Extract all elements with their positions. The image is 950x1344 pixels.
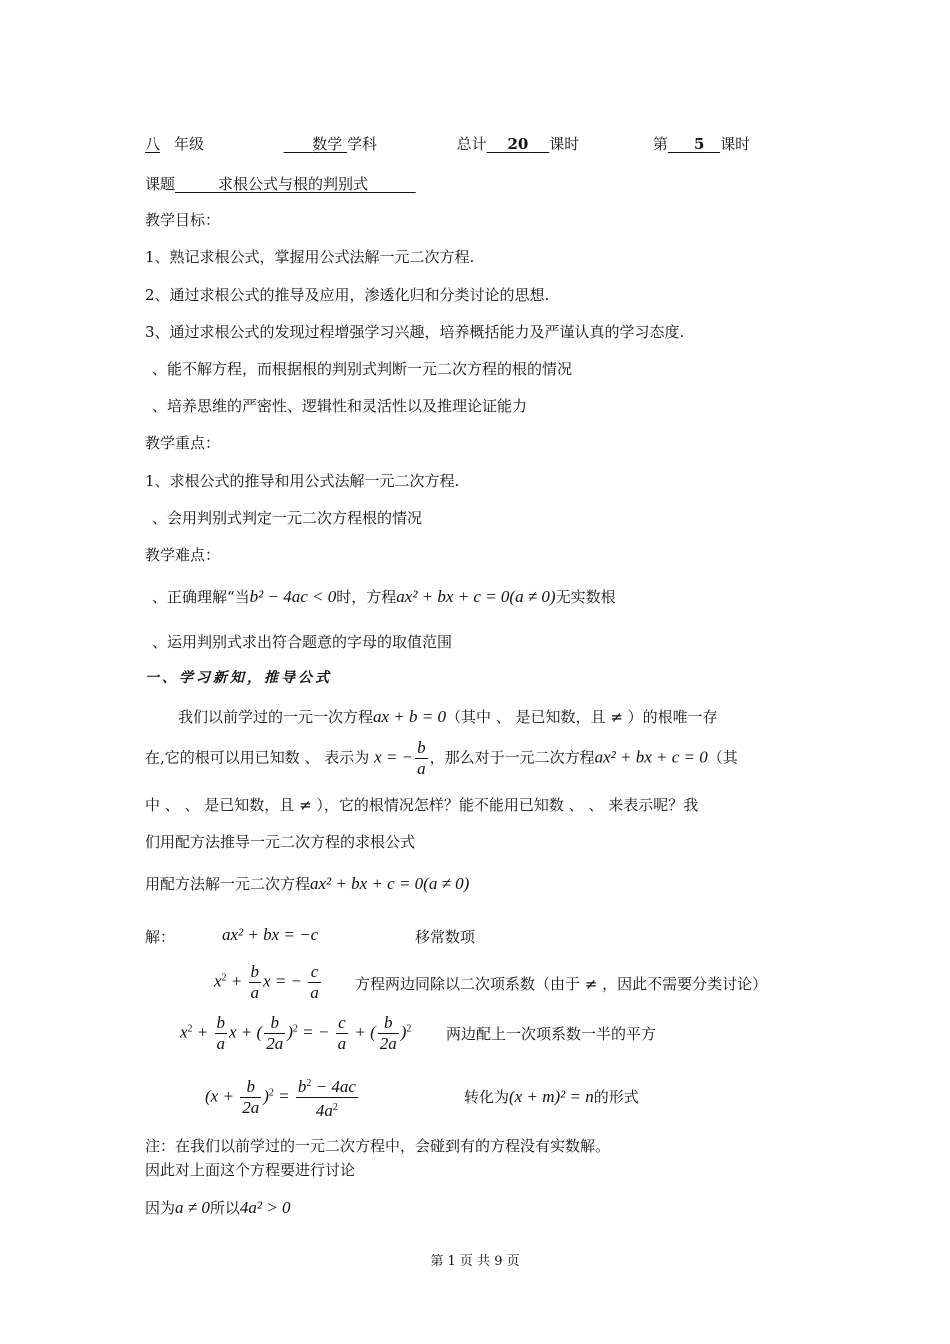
hours-label: 课时 <box>549 135 580 153</box>
lesson-no: 5 <box>693 135 705 153</box>
difficulties-heading: 教学难点： <box>145 546 221 564</box>
topic-title: 求根公式与根的判别式 <box>217 175 368 193</box>
grade-label: 年级 <box>174 135 205 153</box>
paragraph-3: 中 、 、 是已知数，且 ≠ ），它的根情况怎样？能不能用已知数 、 、 来表示呢？我 <box>145 796 699 814</box>
note-1: 注：在我们以前学过的一元二次方程中，会碰到有的方程没有实数解。 <box>145 1137 611 1155</box>
subject-label: 学科 <box>347 135 378 153</box>
keypoint-item: 1、求根公式的推导和用公式法解一元二次方程. <box>145 472 460 490</box>
step-1-note: 移常数项 <box>415 928 476 946</box>
quadratic-equation: ax² + bx + c = 0(a ≠ 0) <box>396 587 556 606</box>
because-line: 因为a ≠ 0所以4a² > 0 <box>145 1198 291 1217</box>
total-label: 总计 <box>456 135 487 153</box>
step-2: $x^2$ + $\frac{b}{a}$ x = − $\frac{c}{a}$ <box>214 962 319 1002</box>
goal-item: 2、通过求根公式的推导及应用，渗透化归和分类讨论的思想. <box>145 286 550 304</box>
paragraph-4: 们用配方法推导一元二次方程的求根公式 <box>145 833 416 851</box>
goal-item: 3、通过求根公式的发现过程增强学习兴趣，培养概括能力及严谨认真的学习态度. <box>145 323 685 341</box>
paragraph-5: 用配方法解一元二次方程ax² + bx + c = 0(a ≠ 0) <box>145 874 470 893</box>
page-footer: 第 1 页 共 9 页 <box>430 1254 520 1269</box>
difficulty-item-1: 、正确理解“当b² − 4ac < 0时，方程ax² + bx + c = 0(a ≠ 0)无实数根 <box>152 587 616 606</box>
goals-heading: 教学目标： <box>145 211 221 229</box>
topic-line <box>145 174 416 194</box>
step-3-note: 两边配上一次项系数一半的平方 <box>446 1025 657 1043</box>
goal-item: 、培养思维的严密性、逻辑性和灵活性以及推理论证能力 <box>152 397 528 415</box>
fraction-b-over-a: $\frac{b}{a}$ <box>417 738 426 778</box>
total-hours: 20 <box>507 135 529 153</box>
discriminant-formula: b² − 4ac < 0 <box>249 587 337 606</box>
header-line <box>145 134 750 154</box>
subject: 数学 <box>312 135 343 153</box>
keypoint-item: 、会用判别式判定一元二次方程根的情况 <box>152 509 423 527</box>
step-3: $x^2$ + $\frac{b}{a}$ x + ( $\frac{b}{2a}$ )$^2$ = − $\frac{c}{a}$ + ( $\frac{b}{2a}$ )$^2$ <box>180 1013 412 1053</box>
solve-label: 解： <box>145 928 176 946</box>
step-2-note: 方程两边同除以二次项系数（由于 ≠ ，因此不需要分类讨论） <box>355 975 768 993</box>
lesson-suffix: 课时 <box>720 135 751 153</box>
paragraph-1: 我们以前学过的一元一次方程ax + b = 0（其中 、 是已知数，且 ≠ ）的根唯一存 <box>178 707 718 726</box>
step-4: (x + $\frac{b}{2a}$ )$^2$ = $\frac{b^2 - 4ac}{4a^2}$ <box>205 1074 360 1121</box>
keypoints-heading: 教学重点： <box>145 434 221 452</box>
step-1: ax² + bx = −c <box>222 925 319 944</box>
section-title: 一、学习新知，推导公式 <box>145 670 332 686</box>
goal-item: 、能不解方程，而根据根的判别式判断一元二次方程的根的情况 <box>152 360 573 378</box>
difficulty-item-2: 、运用判别式求出符合题意的字母的取值范围 <box>152 633 453 651</box>
lesson-prefix: 第 <box>652 135 668 153</box>
grade: 八 <box>145 135 161 153</box>
note-2: 因此对上面这个方程要进行讨论 <box>145 1161 356 1179</box>
goal-item: 1、熟记求根公式，掌握用公式法解一元二次方程. <box>145 248 475 266</box>
topic-label: 课题 <box>145 175 176 193</box>
paragraph-2: 在,它的根可以用已知数 、 表示为 x = − $\frac{b}{a}$ ，那么对于一元二次方程ax² + bx + c = 0（其 <box>145 738 738 778</box>
step-4-note: 转化为(x + m)² = n的形式 <box>464 1087 639 1106</box>
